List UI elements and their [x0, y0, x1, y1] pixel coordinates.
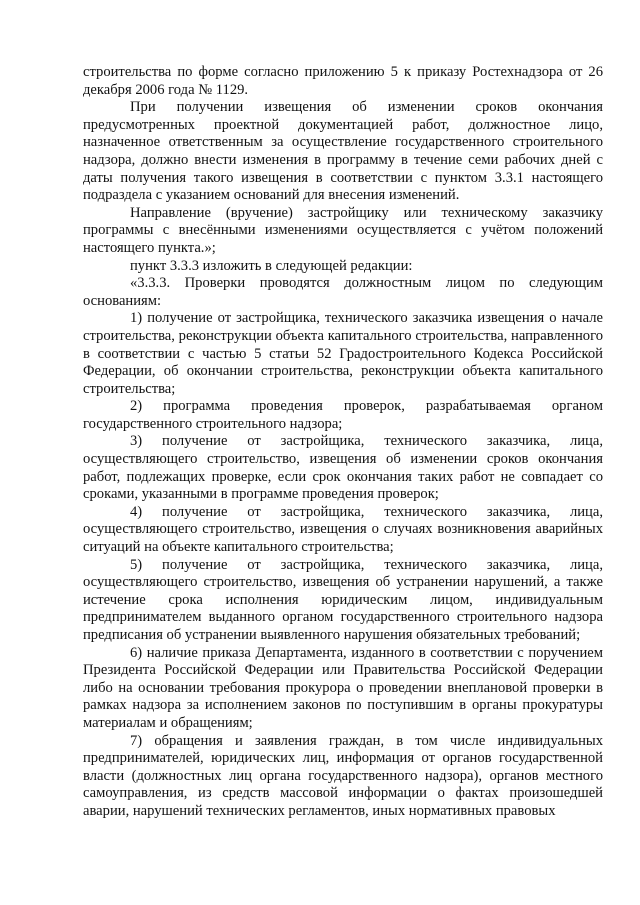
- document-page: [83, 64, 603, 821]
- paragraph-delivery: Направление (вручение) застройщику или техническому заказчику программы с внесёнными изменениями осуществляется с учётом положений настоящего пункта.»;: [83, 204, 603, 256]
- list-item-3: 3) получение от застройщика, технического заказчика, лица, осуществляющего строительство, извещения об изменении сроков окончания работ, подлежащих проверке, если срок окончания таких работ не совпадает со сроками, указанными в программе проведения проверок;: [83, 433, 603, 503]
- list-item-4: 4) получение от застройщика, технического заказчика, лица, осуществляющего строительство, извещения о случаях возникновения аварийных ситуаций на объекте капитального строительства;: [83, 503, 603, 556]
- list-item-7: 7) обращения и заявления граждан, в том числе индивидуальных предпринимателей, юридических лиц, информация от органов государственной власти (должностных лиц органа государственного надзора), органов местного самоуправления, из средств массовой информации о фактах произошедшей аварии, нарушений технических регламентов, иных нормативных правовых: [83, 732, 603, 819]
- paragraph-continuation: строительства по форме согласно приложению 5 к приказу Ростехнадзора от 26 декабря 2006 года № 1129.: [83, 64, 603, 98]
- paragraph-amend-clause: пункт 3.3.3 изложить в следующей редакции:: [130, 257, 413, 274]
- paragraph-notice-change: При получении извещения об изменении сроков окончания предусмотренных проектной документацией работ, должностное лицо, назначенное ответственным за осуществление государственного строительного надзора, должно внести изменения в программу в течение семи рабочих дней с даты получения такого извещения в соответствии с пунктом 3.3.1 настоящего подраздела с указанием оснований для внесения изменений.: [83, 99, 603, 204]
- paragraph-clause-3-3-3: «3.3.3. Проверки проводятся должностным лицом по следующим основаниям:: [83, 275, 603, 309]
- list-item-6: 6) наличие приказа Департамента, изданного в соответствии с поручением Президента Российской Федерации или Правительства Российской Федерации либо на основании требования прокурора о проведении внеплановой проверки в рамках надзора за исполнением законов по поступившим в органы прокуратуры материалам и обращениям;: [83, 644, 603, 731]
- list-item-5: 5) получение от застройщика, технического заказчика, лица, осуществляющего строительство, извещения об устранении нарушений, а также истечение срока исполнения юридическим лицом, индивидуальным предпринимателем выданного органом государственного строительного надзора предписания об устранении выявленного нарушения обязательных требований;: [83, 556, 603, 643]
- list-item-2: 2) программа проведения проверок, разрабатываемая органом государственного строительного надзора;: [83, 398, 603, 432]
- list-item-1: 1) получение от застройщика, технического заказчика извещения о начале строительства, реконструкции объекта капитального строительства, направленного в соответствии с частью 5 статьи 52 Градостроительного Кодекса Российской Федерации, об окончании строительства, реконструкции объекта капитального строительства;: [83, 310, 603, 397]
